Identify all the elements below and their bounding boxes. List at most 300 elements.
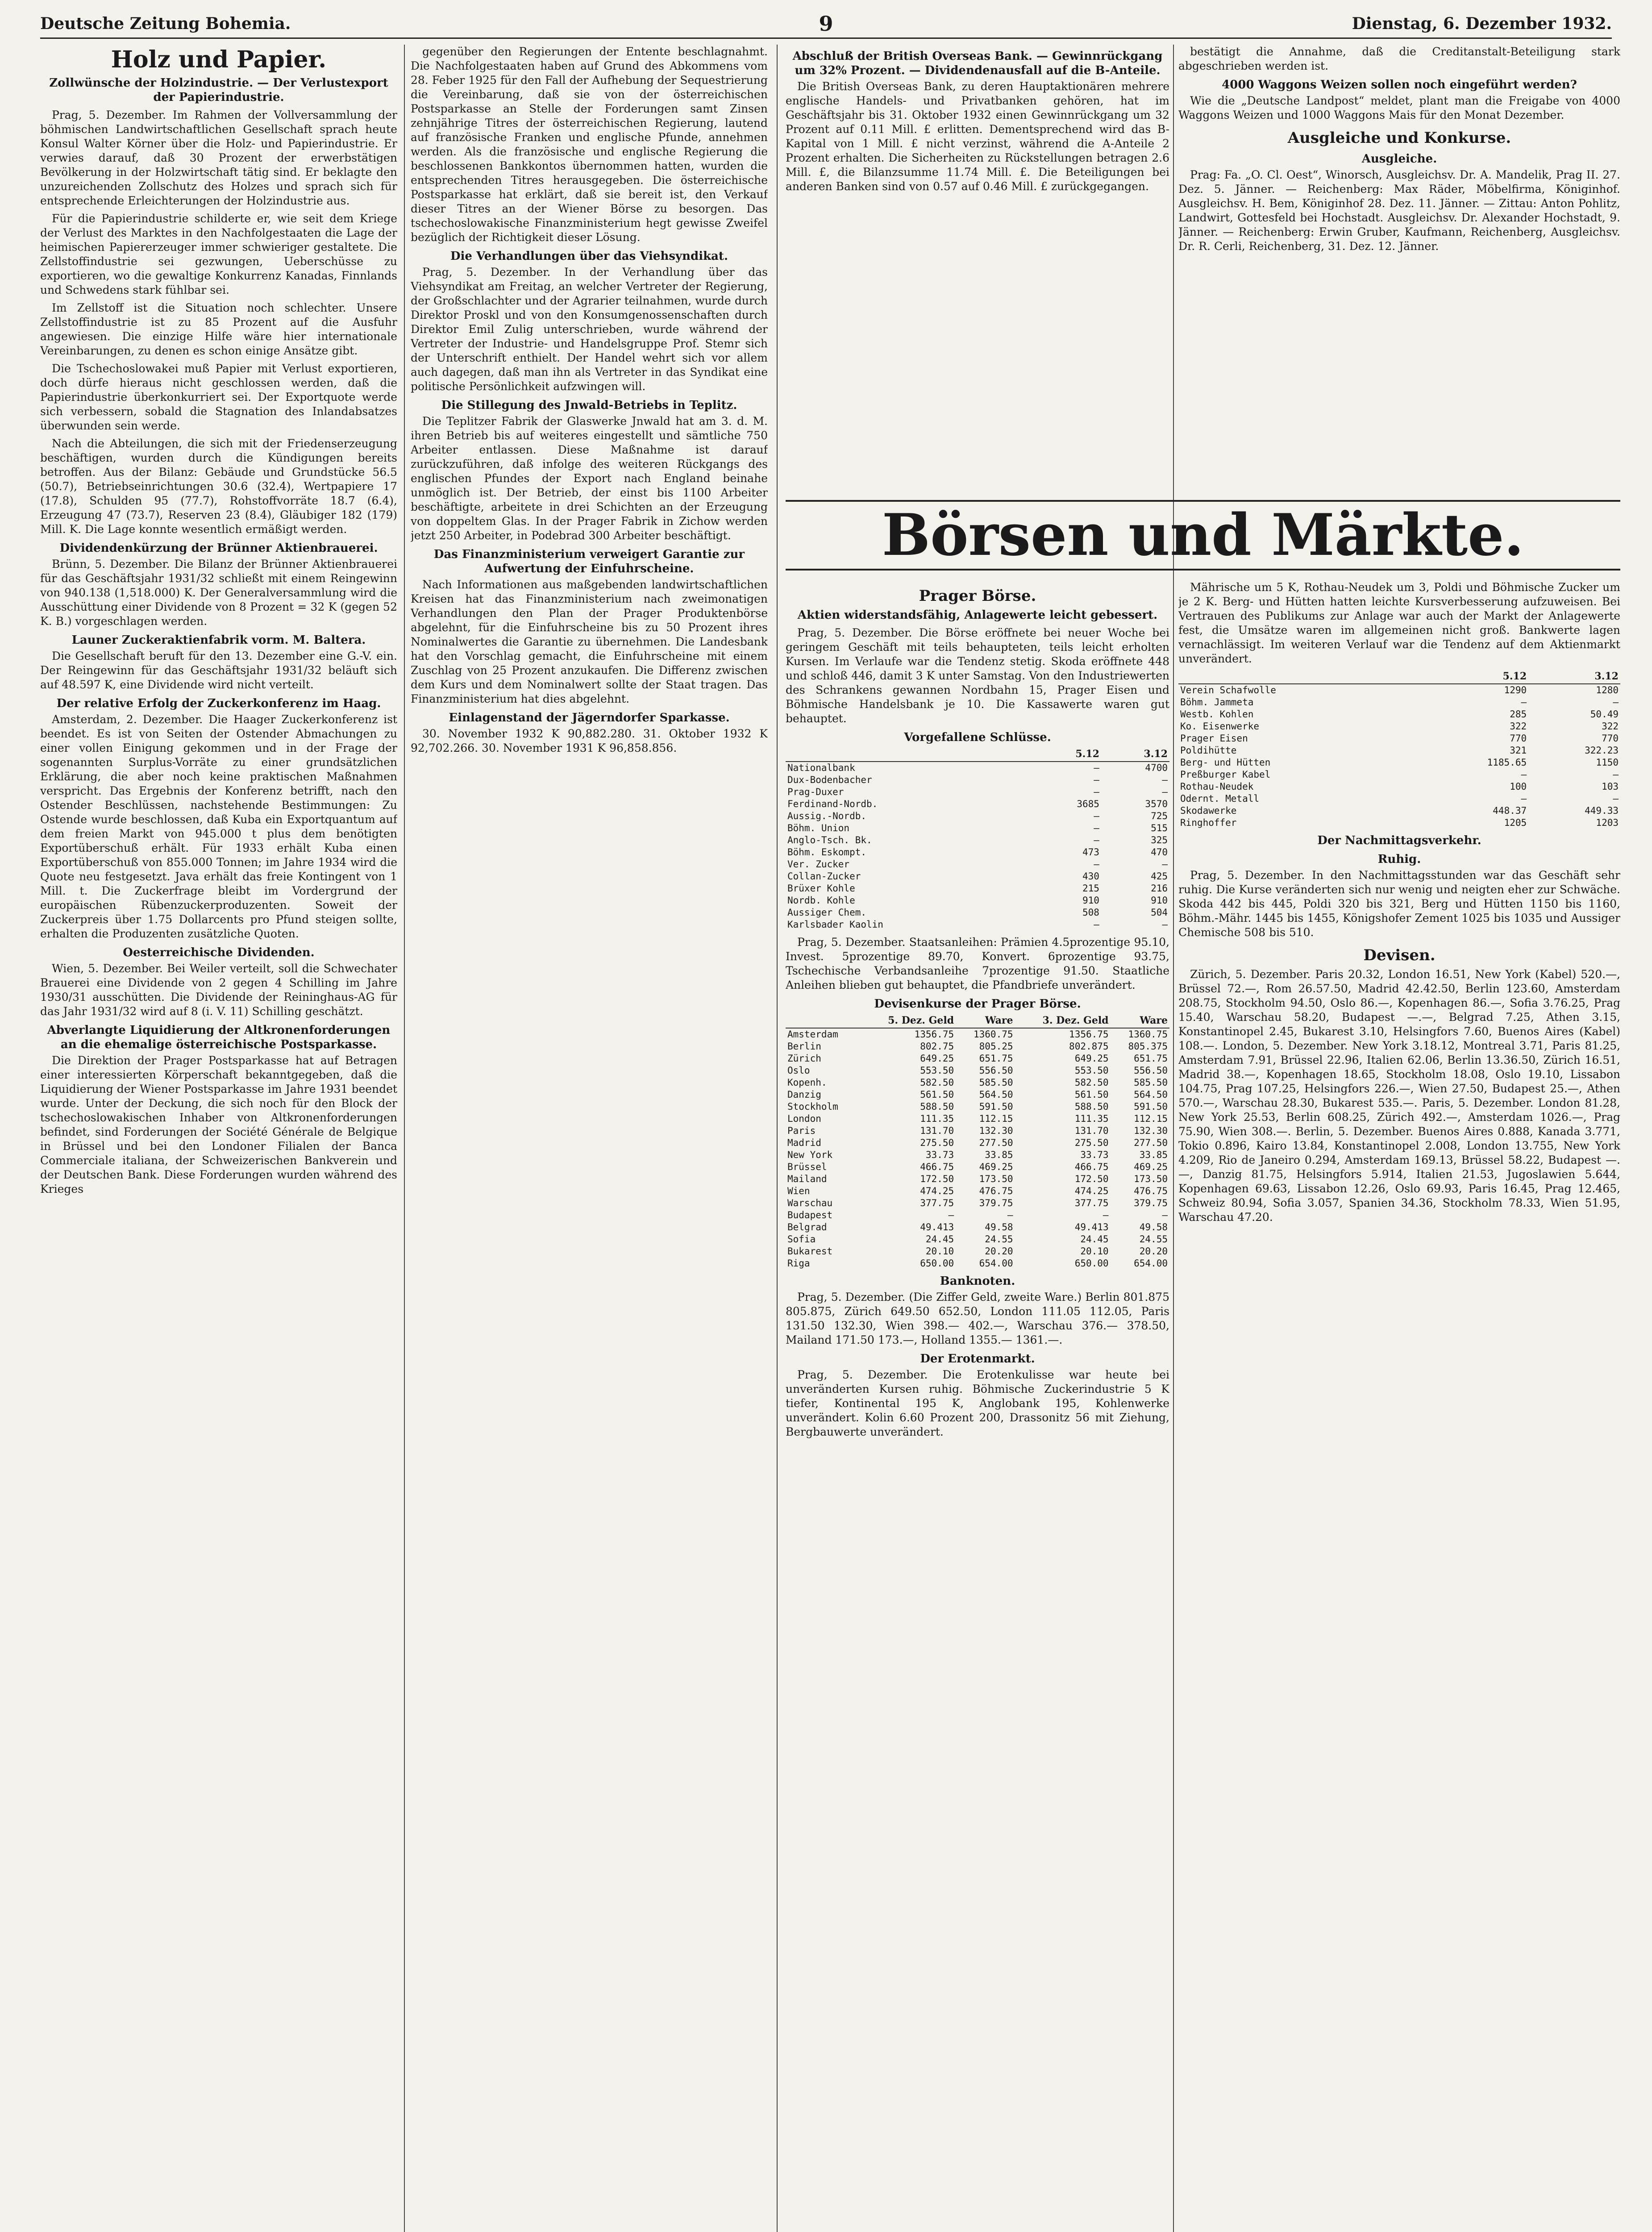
table-cell: 20.20 (985, 1246, 1013, 1257)
article-paragraph: Brünn, 5. Dezember. Die Bilanz der Brünner Aktienbrauerei für das Geschäftsjahr 1931/32 schließt mit einem Reingewinn von 940.138 (1,518.000) K. Der Generalversammlung wird die Ausschüttung einer Dividende von 8 Prozent = 32 K (gegen 52 K. B.) vorgeschlagen werden. (40, 558, 397, 628)
table-cell: 132.30 (1134, 1125, 1168, 1136)
table-row (786, 1028, 1169, 1041)
table-cell: Kopenh. (787, 1077, 827, 1088)
table-cell: 49.413 (1074, 1222, 1109, 1233)
table-cell: — (1162, 1210, 1168, 1220)
table-cell: 24.55 (985, 1234, 1013, 1245)
column-divider (404, 45, 405, 2232)
table-cell: 802.75 (920, 1041, 954, 1052)
table-cell: Westb. Kohlen (1180, 709, 1254, 720)
section-title: Die Stillegung des Jnwald-Betriebs in Teplitz. (441, 399, 737, 412)
article-paragraph: Wien, 5. Dezember. Bei Weiler verteilt, soll die Schwechater Brauerei eine Dividende von 2 gegen 4 Schilling im Jahre 1930/31 ausschütten. Die Dividende der Reininghaus-AG für das Jahr 1931/32 wird auf 8 (i. V. 11) Schilling geschätzt. (40, 962, 397, 1018)
table-cell: 131.70 (920, 1125, 954, 1136)
table-cell: 650.00 (1074, 1258, 1109, 1269)
table-cell: 564.50 (979, 1089, 1013, 1100)
column-divider (777, 45, 778, 2232)
table-row (786, 1149, 1169, 1161)
article-paragraph: Die Gesellschaft beruft für den 13. Dezember eine G.-V. ein. Der Reingewinn für das Geschäftsjahr 1931/32 beläuft sich auf 48.597 K, eine Dividende wird nicht verteilt. (40, 650, 397, 691)
table-cell: 561.50 (1074, 1089, 1109, 1100)
table-row (1178, 769, 1620, 781)
table-row (786, 1185, 1169, 1197)
table-cell: 725 (1151, 811, 1168, 821)
table-cell: 111.35 (920, 1113, 954, 1124)
table-cell: 321 (1510, 745, 1527, 756)
table-cell: Ringhoffer (1180, 817, 1237, 828)
newspaper-name: Deutsche Zeitung Bohemia. (40, 14, 291, 33)
table-cell: Sofia (787, 1234, 816, 1245)
table-cell: 216 (1151, 883, 1168, 894)
column-4-top (1178, 45, 1620, 491)
section-title: Launer Zuckeraktienfabrik vorm. M. Baltera. (71, 633, 366, 647)
table-row (786, 1077, 1169, 1089)
table-cell: 591.50 (1134, 1101, 1168, 1112)
table-cell: Anglo-Tsch. Bk. (787, 835, 872, 845)
table-cell: 476.75 (979, 1186, 1013, 1196)
section-title: Banknoten. (940, 1274, 1015, 1288)
table-cell: 215 (1082, 883, 1099, 894)
article-paragraph: Prag, 5. Dezember. Im Rahmen der Vollversammlung der böhmischen Landwirtschaftlichen Gesellschaft sprach heute Konsul Walter Körner über die Holz- und Papierindustrie. Er verwies darauf, daß 30 Prozent der erwerbstätigen Bevölkerung in der Holzwirtschaft tätig sind. Er beklagte den unzureichenden Zollschutz des Holzes und sprach sich für entsprechende Erleichterungen der Holzindustrie aus. (40, 108, 397, 207)
table-cell: — (1162, 859, 1168, 870)
table-cell: 322 (1510, 721, 1527, 732)
stock-quotes-table (786, 747, 1169, 931)
table-row (1178, 696, 1620, 708)
table-cell: 275.50 (920, 1137, 954, 1148)
table-cell: 1280 (1596, 685, 1619, 695)
table-row (1178, 781, 1620, 793)
section-title: Devisen. (1363, 946, 1436, 964)
table-cell: Warschau (787, 1198, 833, 1208)
table-row (786, 1258, 1169, 1270)
column-4-bottom (1178, 580, 1620, 2232)
article-paragraph: Prag: Fa. „O. Cl. Oest“, Winorsch, Ausgleichsv. Dr. A. Mandelik, Prag II. 27. Dez. 5. Jänner. — Reichenberg: Max Räder, Möbelfirma, Königinhof. Ausgleichsv. H. Bem, Königinhof 28. Dez. 11. Jänner. — Zittau: Anton Pohlitz, Landwirt, Gottesfeld bei Hochstadt. Ausgleichsv. Dr. Alexander Hochstadt, 9. Jänner. — Reichenberg: Erwin Gruber, Kaufmann, Reichenberg, Ausgleichsv. Dr. R. Cerli, Reichenberg, 31. Dez. 12. Jänner. (1178, 168, 1620, 253)
table-cell: 377.75 (920, 1198, 954, 1208)
table-row (786, 870, 1169, 883)
table-cell: 1150 (1596, 757, 1619, 768)
table-cell: — (1613, 697, 1619, 708)
table-cell: 1360.75 (1128, 1029, 1168, 1040)
table-row (786, 1041, 1169, 1053)
table-cell: 3685 (1077, 799, 1099, 809)
table-cell: Prager Eisen (1180, 733, 1248, 744)
table-cell: 582.50 (920, 1077, 954, 1088)
table-cell: Skodawerke (1180, 805, 1237, 816)
section-subtitle: Ausgleiche. (1361, 152, 1437, 166)
table-cell: 466.75 (920, 1162, 954, 1172)
table-cell: 805.375 (1128, 1041, 1168, 1052)
table-cell: Amsterdam (787, 1029, 838, 1040)
table-header-cell (786, 1014, 860, 1028)
table-row (786, 798, 1169, 810)
table-row (786, 1161, 1169, 1173)
table-cell: 1290 (1504, 685, 1527, 695)
table-cell: 33.73 (1080, 1149, 1109, 1160)
table-cell: Collan-Zucker (787, 871, 861, 882)
table-cell: 588.50 (1074, 1101, 1109, 1112)
table-cell: 430 (1082, 871, 1099, 882)
table-row (1178, 745, 1620, 757)
table-cell: 285 (1510, 709, 1527, 720)
table-cell: 770 (1510, 733, 1527, 744)
table-row (786, 822, 1169, 834)
table-row (786, 895, 1169, 907)
section-title: Der Nachmittagsverkehr. (1317, 834, 1481, 847)
table-row (1178, 757, 1620, 769)
table-cell: — (948, 1210, 954, 1220)
article-paragraph: Prag, 5. Dezember. (Die Ziffer Geld, zweite Ware.) Berlin 801.875 805.875, Zürich 649.50 652.50, London 111.05 112.05, Paris 131.50 132.30, Wien 398.— 402.—, Warschau 376.— 378.50, Mailand 171.50 173.—, Holland 1355.— 1361.—. (786, 1291, 1169, 1346)
table-row (786, 1089, 1169, 1101)
table-cell: Karlsbader Kaolin (787, 919, 883, 930)
table-cell: Riga (787, 1258, 810, 1269)
table-cell: 49.58 (1139, 1222, 1168, 1233)
table-cell: Aussig.-Nordb. (787, 811, 867, 821)
table-header-cell: 3. Dez. Geld (1015, 1014, 1111, 1028)
table-cell: 553.50 (1074, 1065, 1109, 1076)
table-cell: 173.50 (1134, 1174, 1168, 1184)
table-row (786, 1053, 1169, 1065)
table-row (786, 1101, 1169, 1113)
table-cell: 24.55 (1139, 1234, 1168, 1245)
column-1 (40, 45, 397, 2232)
table-cell: — (1094, 811, 1099, 821)
table-row (786, 810, 1169, 822)
table-cell: Böhm. Eskompt. (787, 847, 867, 858)
article-paragraph: Nach Informationen aus maßgebenden landwirtschaftlichen Kreisen hat das Finanzministerium nach zweimonatigen Verhandlungen den Plan der Prager Produktenbörse abgelehnt, für die Einfuhrscheine bis zu 50 Prozent ihres Nominalwertes die Garantie zu übernehmen. Die Landesbank hat den Vorschlag gemacht, die Einfuhrscheine mit einem Zuschlag von 25 Prozent anzukaufen. Die Differenz zwischen dem Kurs und dem Nominalwert sollte der Staat tragen. Das Finanzministerium hat dies abgelehnt. (411, 578, 768, 705)
table-cell: 425 (1151, 871, 1168, 882)
table-cell: 469.25 (979, 1162, 1013, 1172)
table-header-cell: 3.12 (1528, 670, 1620, 684)
table-row (786, 786, 1169, 798)
table-cell: — (1094, 775, 1099, 785)
table-cell: 504 (1151, 907, 1168, 918)
table-cell: 4700 (1145, 762, 1168, 773)
article-paragraph: Prag, 5. Dezember. In den Nachmittagsstunden war das Geschäft sehr ruhig. Die Kurse veränderten sich nur wenig und neigten eher zur Schwäche. Skoda 442 bis 445, Poldi 320 bis 321, Berg und Hütten 1150 bis 1160, Böhm.-Mähr. 1445 bis 1455, Königshofer Zement 1025 bis 1035 und Aussiger Chemische 508 bis 510. (1178, 869, 1620, 939)
table-cell: 561.50 (920, 1089, 954, 1100)
table-cell: Berlin (787, 1041, 821, 1052)
issue-date: Dienstag, 6. Dezember 1932. (1352, 14, 1612, 33)
table-cell: 449.33 (1585, 805, 1619, 816)
article-lead: Aktien widerstandsfähig, Anlagewerte leicht gebessert. (797, 608, 1158, 622)
table-cell: 470 (1151, 847, 1168, 858)
section-title: Das Finanzministerium verweigert Garantie zur Aufwertung der Einfuhrscheine. (433, 548, 745, 575)
article-paragraph: Prag, 5. Dezember. Die Erotenkulisse war heute bei unveränderten Kursen ruhig. Böhmische Zuckerindustrie 5 K tiefer, Kontinental 195 K, Anglobank 195, Kohlenwerke unverändert. Kolin 6.60 Prozent 200, Drassonitz 56 mit Ziehung, Bergbauwerte unverändert. (786, 1368, 1169, 1438)
article-paragraph: Zürich, 5. Dezember. Paris 20.32, London 16.51, New York (Kabel) 520.—, Brüssel 72.—, Rom 26.57.50, Madrid 42.42.50, Berlin 123.60, Amsterdam 208.75, Stockholm 94.50, Oslo 86.—, Kopenhagen 86.—, Sofia 3.76.25, Prag 15.40, Warschau 58.20, Budapest —.—, Belgrad 7.25, Athen 3.15, Konstantinopel 2.45, Bukarest 3.10, Helsingfors 7.60, Buenos Aires (Kabel) 108.—. London, 5. Dezember. New York 3.18.12, Montreal 3.71, Paris 81.25, Amsterdam 7.91, Brüssel 22.96, Italien 62.06, Berlin 13.36.50, Zürich 16.51, Madrid 38.—, Kopenhagen 18.65, Stockholm 18.08, Oslo 19.10, Lissabon 104.75, Prag 107.25, Helsingfors 226.—, Wien 27.50, Budapest 25.—, Athen 570.—, Warschau 28.30, Bukarest 535.—. Paris, 5. Dezember. London 81.28, New York 25.53, Berlin 608.25, Zürich 492.—, Amsterdam 1026.—, Prag 75.90, Wien 308.—. Berlin, 5. Dezember. Buenos Aires 0.888, Kanada 3.771, Tokio 0.896, Kairo 13.84, Konstantinopel 2.008, London 13.755, New York 4.209, Rio de Janeiro 0.294, Amsterdam 169.13, Brüssel 58.22, Budapest —.—, Danzig 81.75, Helsingfors 5.914, Italien 21.53, Jugoslawien 5.644, Kopenhagen 69.63, Lissabon 12.26, Oslo 69.93, Paris 16.45, Prag 12.465, Schweiz 80.94, Sofia 3.057, Spanien 34.36, Stockholm 78.33, Wien 51.95, Warschau 47.20. (1178, 968, 1620, 1224)
table-title: Vorgefallene Schlüsse. (904, 731, 1051, 744)
table-cell: 20.20 (1139, 1246, 1168, 1257)
table-cell: 649.25 (1074, 1053, 1109, 1064)
table-row (786, 846, 1169, 858)
table-cell: — (1162, 787, 1168, 797)
section-title: Prager Börse. (919, 587, 1036, 605)
table-cell: New York (787, 1149, 833, 1160)
table-cell: — (1521, 793, 1527, 804)
table-cell: 20.10 (1080, 1246, 1109, 1257)
table-cell: 322 (1602, 721, 1619, 732)
table-cell: Budapest (787, 1210, 833, 1220)
table-cell: 20.10 (925, 1246, 954, 1257)
table-cell: Berg- und Hütten (1180, 757, 1271, 768)
article-title: Holz und Papier. (111, 46, 327, 73)
table-cell: 469.25 (1134, 1162, 1168, 1172)
table-cell: Stockholm (787, 1101, 838, 1112)
table-cell: 111.35 (1074, 1113, 1109, 1124)
table-row (786, 883, 1169, 895)
article-paragraph: Prag, 5. Dezember. Die Börse eröffnete bei neuer Woche bei geringem Geschäft mit teils behaupteten, teils leicht erholten Kursen. Im Verlaufe war die Tendenz stetig. Skoda eröffnete 448 und schloß 446, damit 3 K unter Samstag. Von den Industriewerten des Schrankens gewannen Nordbahn 15, Prager Eisen und Böhmische Handelsbank je 10. Die Kassawerte waren gut behauptet. (786, 626, 1169, 725)
table-header-cell: 3.12 (1101, 747, 1169, 762)
table-row (786, 919, 1169, 931)
article-paragraph: Wie die „Deutsche Landpost“ meldet, plant man die Freigabe von 4000 Waggons Weizen und 1000 Waggons Mais für den Monat Dezember. (1178, 94, 1620, 121)
table-cell: — (1162, 919, 1168, 930)
table-cell: Madrid (787, 1137, 821, 1148)
article-paragraph: Prag, 5. Dezember. In der Verhandlung über das Viehsyndikat am Freitag, an welcher Vertreter der Regierung, der Großschlachter und der Agrarier teilnahmen, wurde durch Direktor Proskl und von den Konsumgenossenschaften durch Direktor Emil Zulig unterschrieben, wurde während der Vertreter der Industrie- und Handelsgruppe Prof. Stemr sich der Unterschrift enthielt. Der Handel wehrt sich vor allem auch dagegen, daß man ihn als Vertreter in das Syndikat eine politische Persönlichkeit aufzwingen will. (411, 266, 768, 393)
table-cell: — (1094, 835, 1099, 845)
table-cell: Belgrad (787, 1222, 827, 1233)
table-cell: 100 (1510, 781, 1527, 792)
table-cell: Rothau-Neudek (1180, 781, 1254, 792)
table-cell: Bukarest (787, 1246, 833, 1257)
table-header-cell: 5.12 (1423, 670, 1528, 684)
table-cell: 556.50 (1134, 1065, 1168, 1076)
article-paragraph: Mährische um 5 K, Rothau-Neudek um 3, Poldi und Böhmische Zucker um je 2 K. Berg- und Hütten hatten leichte Kursverbesserung aufzuweisen. Bei Vertrauen des Publikums zur Anlage war auch der Markt der Anlagewerte fest, die Umsätze waren im allgemeinen nicht groß. Bankwerte lagen vernachlässigt. Im weiteren Verlauf war die Tendenz auf dem Aktienmarkt unverändert. (1178, 581, 1620, 665)
table-cell: 1360.75 (974, 1029, 1013, 1040)
table-header-cell: Ware (956, 1014, 1015, 1028)
table-cell: — (1094, 762, 1099, 773)
table-cell: 325 (1151, 835, 1168, 845)
section-title: Die Verhandlungen über das Viehsyndikat. (450, 250, 728, 263)
table-cell: 466.75 (1074, 1162, 1109, 1172)
table-header-cell: 5.12 (1033, 747, 1101, 762)
table-cell: Ferdinand-Nordb. (787, 799, 878, 809)
column-3-top (786, 45, 1169, 491)
table-cell: 515 (1151, 823, 1168, 833)
section-title: Oesterreichische Dividenden. (123, 946, 315, 959)
table-cell: — (1094, 823, 1099, 833)
table-row (786, 1233, 1169, 1245)
table-cell: 33.73 (925, 1149, 954, 1160)
table-cell: 649.25 (920, 1053, 954, 1064)
section-title: Der Erotenmarkt. (920, 1352, 1035, 1366)
table-row (1178, 684, 1620, 696)
table-cell: 474.25 (1074, 1186, 1109, 1196)
table-cell: 588.50 (920, 1101, 954, 1112)
table-header-cell (1178, 670, 1423, 684)
table-cell: 1205 (1504, 817, 1527, 828)
table-header-cell (786, 747, 1033, 762)
table-cell: — (1094, 787, 1099, 797)
section-title: Einlagenstand der Jägerndorfer Sparkasse. (449, 711, 730, 725)
section-banner: Börsen und Märkte. (786, 500, 1620, 570)
table-cell: Nordb. Kohle (787, 895, 855, 906)
table-row (786, 858, 1169, 870)
table-cell: Zürich (787, 1053, 821, 1064)
table-cell: 33.85 (985, 1149, 1013, 1160)
table-cell: 1185.65 (1487, 757, 1527, 768)
section-title: 4000 Waggons Weizen sollen noch eingeführt werden? (1222, 78, 1577, 92)
table-cell: 131.70 (1074, 1125, 1109, 1136)
table-cell: 448.37 (1493, 805, 1527, 816)
table-cell: 49.58 (985, 1222, 1013, 1233)
article-paragraph: 30. November 1932 K 90,882.280. 31. Oktober 1932 K 92,702.266. 30. November 1931 K 96,858.856. (411, 727, 768, 754)
table-cell: 3570 (1145, 799, 1168, 809)
table-cell: 112.15 (1134, 1113, 1168, 1124)
table-row (786, 1209, 1169, 1221)
table-cell: 591.50 (979, 1101, 1013, 1112)
table-row (786, 1137, 1169, 1149)
section-title: Abverlangte Liquidierung der Altkronenforderungen an die ehemalige österreichische Postsparkasse. (47, 1024, 391, 1051)
table-cell: 802.875 (1069, 1041, 1109, 1052)
table-cell: 651.75 (979, 1053, 1013, 1064)
table-cell: Odernt. Metall (1180, 793, 1260, 804)
section-title: Abschluß der British Overseas Bank. — Gewinnrückgang um 32% Prozent. — Dividendenausfall auf die B-Anteile. (792, 50, 1163, 77)
table-cell: Prag-Duxer (787, 787, 844, 797)
table-row (1178, 708, 1620, 720)
table-cell: — (1521, 769, 1527, 780)
page-number: 9 (819, 12, 833, 36)
table-row (786, 1113, 1169, 1125)
table-cell: 24.45 (925, 1234, 954, 1245)
table-cell: 1356.75 (1069, 1029, 1109, 1040)
table-header-cell: Ware (1111, 1014, 1169, 1028)
table-cell: Ko. Eisenwerke (1180, 721, 1260, 732)
table-cell: 553.50 (920, 1065, 954, 1076)
currency-rates-table (786, 1014, 1169, 1270)
table-cell: 582.50 (1074, 1077, 1109, 1088)
table-cell: Brüxer Kohle (787, 883, 855, 894)
table-title: Devisenkurse der Prager Börse. (874, 997, 1081, 1011)
column-2 (411, 45, 768, 2232)
table-cell: London (787, 1113, 821, 1124)
table-cell: — (1521, 697, 1527, 708)
table-header-cell: 5. Dez. Geld (860, 1014, 956, 1028)
article-paragraph: Für die Papierindustrie schilderte er, wie seit dem Kriege der Verlust des Marktes in den Nachfolgestaaten die Lage der heimischen Papiererzeuger immer schwieriger gestaltete. Die Zellstoffindustrie sei gezwungen, Ueberschüsse zu exportieren, wo die gewaltige Konkurrenz Kanadas, Finnlands und Schwedens stark fühlbar sei. (40, 212, 397, 296)
table-cell: Wien (787, 1186, 810, 1196)
table-cell: Oslo (787, 1065, 810, 1076)
table-cell: — (1613, 769, 1619, 780)
table-cell: 564.50 (1134, 1089, 1168, 1100)
table-cell: 654.00 (1134, 1258, 1168, 1269)
article-paragraph: Die Tschechoslowakei muß Papier mit Verlust exportieren, doch dürfe hieraus nicht geschlossen werden, daß die Papierindustrie überkonkurriert sei. Der Exportquote werde sich verbessern, sobald die Stagnation des Inlandabsatzes überwunden sein werde. (40, 362, 397, 432)
section-title: Ausgleiche und Konkurse. (1287, 129, 1511, 147)
table-cell: 1203 (1596, 817, 1619, 828)
article-paragraph: Prag, 5. Dezember. Staatsanleihen: Prämien 4.5prozentige 95.10, Invest. 5prozentige 89.70, Konvert. 6prozentige 93.75, Tschechische Verbandsanleihe 7prozentige 91.50. Staatliche Anleihen blieben gut behauptet, die Pfandbriefe unverändert. (786, 936, 1169, 991)
table-cell: Böhm. Jammeta (1180, 697, 1254, 708)
table-row (1178, 733, 1620, 745)
table-cell: 379.75 (979, 1198, 1013, 1208)
table-cell: Aussiger Chem. (787, 907, 867, 918)
table-cell: 379.75 (1134, 1198, 1168, 1208)
article-paragraph: Nach die Abteilungen, die sich mit der Friedenserzeugung beschäftigen, wurden durch die Kündigungen bereits betroffen. Aus der Bilanz: Gebäude und Grundstücke 56.5 (50.7), Betriebseinrichtungen 30.6 (32.4), Wertpapiere 17 (17.8), Schulden 95 (77.7), Rohstoffvorräte 18.7 (6.4), Erzeugung 47 (73.7), Reserven 23 (8.4), Gläubiger 182 (179) Mill. K. Die Lage konnte wesentlich ermäßigt werden. (40, 437, 397, 536)
article-paragraph: bestätigt die Annahme, daß die Creditanstalt-Beteiligung stark abgeschrieben werden ist. (1178, 45, 1620, 72)
table-cell: 277.50 (1134, 1137, 1168, 1148)
table-cell: 322.23 (1585, 745, 1619, 756)
table-row (786, 1197, 1169, 1209)
table-cell: 654.00 (979, 1258, 1013, 1269)
table-cell: Verein Schafwolle (1180, 685, 1276, 695)
table-row (1178, 793, 1620, 805)
table-row (786, 1125, 1169, 1137)
table-cell: Danzig (787, 1089, 821, 1100)
article-paragraph: Im Zellstoff ist die Situation noch schlechter. Unsere Zellstoffindustrie ist zu 85 Prozent auf die Ausfuhr angewiesen. Die einzige Hilfe wäre hier internationale Vereinbarungen, zu denen es schon einige Ansätze gibt. (40, 301, 397, 357)
table-cell: 377.75 (1074, 1198, 1109, 1208)
table-row (786, 1221, 1169, 1233)
table-cell: Paris (787, 1125, 816, 1136)
table-cell: 1356.75 (914, 1029, 954, 1040)
article-paragraph: Die Teplitzer Fabrik der Glaswerke Jnwald hat am 3. d. M. ihren Betrieb bis auf weiteres eingestellt und sämtliche 750 Arbeiter entlassen. Diese Maßnahme ist darauf zurückzuführen, daß infolge des weiteren Rückgangs des englischen Pfundes der Export nach England beinahe unmöglich ist. Der Betrieb, der einst bis 1100 Arbeiter beschäftigte, arbeitete in drei Schichten an der Erzeugung von doppeltem Glas. In der Prager Fabrik in Zichow werden jetzt 250 Arbeiter, in Podebrad 300 Arbeiter beschäftigt. (411, 415, 768, 542)
table-cell: 24.45 (1080, 1234, 1109, 1245)
table-cell: 33.85 (1139, 1149, 1168, 1160)
table-cell: 277.50 (979, 1137, 1013, 1148)
table-cell: 585.50 (979, 1077, 1013, 1088)
table-cell: — (1007, 1210, 1013, 1220)
table-cell: 172.50 (920, 1174, 954, 1184)
table-cell: 173.50 (979, 1174, 1013, 1184)
table-row (786, 762, 1169, 774)
table-cell: — (1613, 793, 1619, 804)
section-title: Der relative Erfolg der Zuckerkonferenz im Haag. (56, 697, 381, 710)
table-cell: Brüssel (787, 1162, 827, 1172)
section-title: Dividendenkürzung der Brünner Aktienbrauerei. (59, 541, 378, 555)
table-cell: 650.00 (920, 1258, 954, 1269)
table-cell: Böhm. Union (787, 823, 850, 833)
table-cell: 585.50 (1134, 1077, 1168, 1088)
article-paragraph: Die Direktion der Prager Postsparkasse hat auf Betragen einer interessierten Körperschaft bekanntgegeben, daß die Liquidierung der Wiener Postsparkasse im Jahre 1931 beendet wurde. Unter der Deckung, die sich noch für den Block der tschechoslowakischen Inhaber von Altkronenforderungen befindet, sind Forderungen der Société Générale de Belgique in Brüssel und bei den Londoner Filialen der Banca Commerciale italiana, der Schweizerischen Bankverein und der Deutschen Bank. Diese Forderungen wurden während des Krieges (40, 1054, 397, 1195)
table-cell: 172.50 (1074, 1174, 1109, 1184)
table-cell: 112.15 (979, 1113, 1013, 1124)
table-cell: 103 (1602, 781, 1619, 792)
table-cell: 805.25 (979, 1041, 1013, 1052)
page-header (40, 10, 1612, 39)
table-cell: 910 (1082, 895, 1099, 906)
table-cell: 132.30 (979, 1125, 1013, 1136)
table-row (786, 774, 1169, 786)
table-cell: Poldihütte (1180, 745, 1237, 756)
table-cell: Preßburger Kabel (1180, 769, 1271, 780)
table-cell: — (1094, 859, 1099, 870)
table-row (786, 1245, 1169, 1258)
table-cell: Mailand (787, 1174, 827, 1184)
table-row (786, 907, 1169, 919)
table-cell: 770 (1602, 733, 1619, 744)
table-row (786, 1065, 1169, 1077)
table-cell: 50.49 (1590, 709, 1619, 720)
table-cell: 49.413 (920, 1222, 954, 1233)
table-row (786, 1173, 1169, 1185)
table-cell: 508 (1082, 907, 1099, 918)
table-row (1178, 817, 1620, 829)
table-cell: — (1094, 919, 1099, 930)
table-cell: 275.50 (1074, 1137, 1109, 1148)
table-cell: 474.25 (920, 1186, 954, 1196)
column-3-bottom (786, 580, 1169, 2232)
article-paragraph: Die British Overseas Bank, zu deren Hauptaktionären mehrere englische Handels- und Privatbanken gehören, hat im Geschäftsjahr bis 31. Oktober 1932 einen Gewinnrückgang um 32 Prozent auf 0.11 Mill. £ erlitten. Dementsprechend wird das B-Kapital von 1 Mill. £ nicht verzinst, während die A-Anteile 2 Prozent erhalten. Die Sicherheiten zu Rückstellungen betragen 2.6 Mill. £, die Bilanzsumme 11.74 Mill. £. Die Beteiligungen bei anderen Banken sind von 0.57 auf 0.46 Mill. £ zurückgegangen. (786, 80, 1169, 193)
table-cell: — (1162, 775, 1168, 785)
table-row (1178, 805, 1620, 817)
table-cell: 910 (1151, 895, 1168, 906)
table-row (1178, 720, 1620, 733)
column-divider (1173, 45, 1174, 2232)
table-cell: Dux-Bodenbacher (787, 775, 872, 785)
table-cell: 473 (1082, 847, 1099, 858)
stock-quotes-table-2 (1178, 670, 1620, 829)
table-cell: — (1103, 1210, 1109, 1220)
section-subtitle: Ruhig. (1377, 853, 1421, 866)
table-cell: Nationalbank (787, 762, 855, 773)
article-paragraph: gegenüber den Regierungen der Entente beschlagnahmt. Die Nachfolgestaaten haben auf Grund des Abkommens vom 28. Feber 1925 für den Fall der Aufhebung der Sequestrierung die Vereinbarung, daß sie von der österreichischen Postsparkasse an Stelle der Forderungen samt Zinsen zehnjährige Titres der österreichischen Regierung, lautend auf französische Franken und englische Pfunde, annehmen werden. Als die französische und englische Regierung die beschlossenen Bankkontos übernommen hatten, wurden die entsprechenden Titres herausgegeben. Die österreichische Postsparkasse hat erklärt, daß sie bereit ist, den Verkauf dieser Titres an der Wiener Börse zu besorgen. Das tschechoslowakische Finanzministerium hegt gewisse Zweifel bezüglich der Richtigkeit dieser Lösung. (411, 45, 768, 244)
table-cell: 476.75 (1134, 1186, 1168, 1196)
table-cell: Ver. Zucker (787, 859, 850, 870)
table-cell: 651.75 (1134, 1053, 1168, 1064)
table-cell: 556.50 (979, 1065, 1013, 1076)
article-paragraph: Amsterdam, 2. Dezember. Die Haager Zuckerkonferenz ist beendet. Es ist von Seiten der Ostender Abmachungen zu einer vollen Einigung gekommen und in der Frage der sogenannten Surplus-Vorräte zu einer grundsätzlichen Erklärung, die aber noch keine praktischen Maßnahmen verspricht. Das Ergebnis der Konferenz betrifft, nach den Ostender Beschlüssen, nachstehende Bestimmungen: Zu Ostende wurde beschlossen, daß Kuba ein Exportquantum auf dem freien Markt von 945.000 t plus dem benötigten Exportüberschuß erhält. Für 1933 erhält Kuba einen Exportüberschuß von 855.000 Tonnen; im Jahre 1934 wird die Quote neu festgesetzt. Java erhält das freie Kontingent von 1 Mill. t. Die Zuckerfrage bleibt im Vordergrund der europäischen Rübenzuckerproduzenten. Soweit der Zuckerpreis über 1.75 Dollarcents pro Pfund steigen sollte, erhalten die Produzenten zusätzliche Quoten. (40, 713, 397, 940)
